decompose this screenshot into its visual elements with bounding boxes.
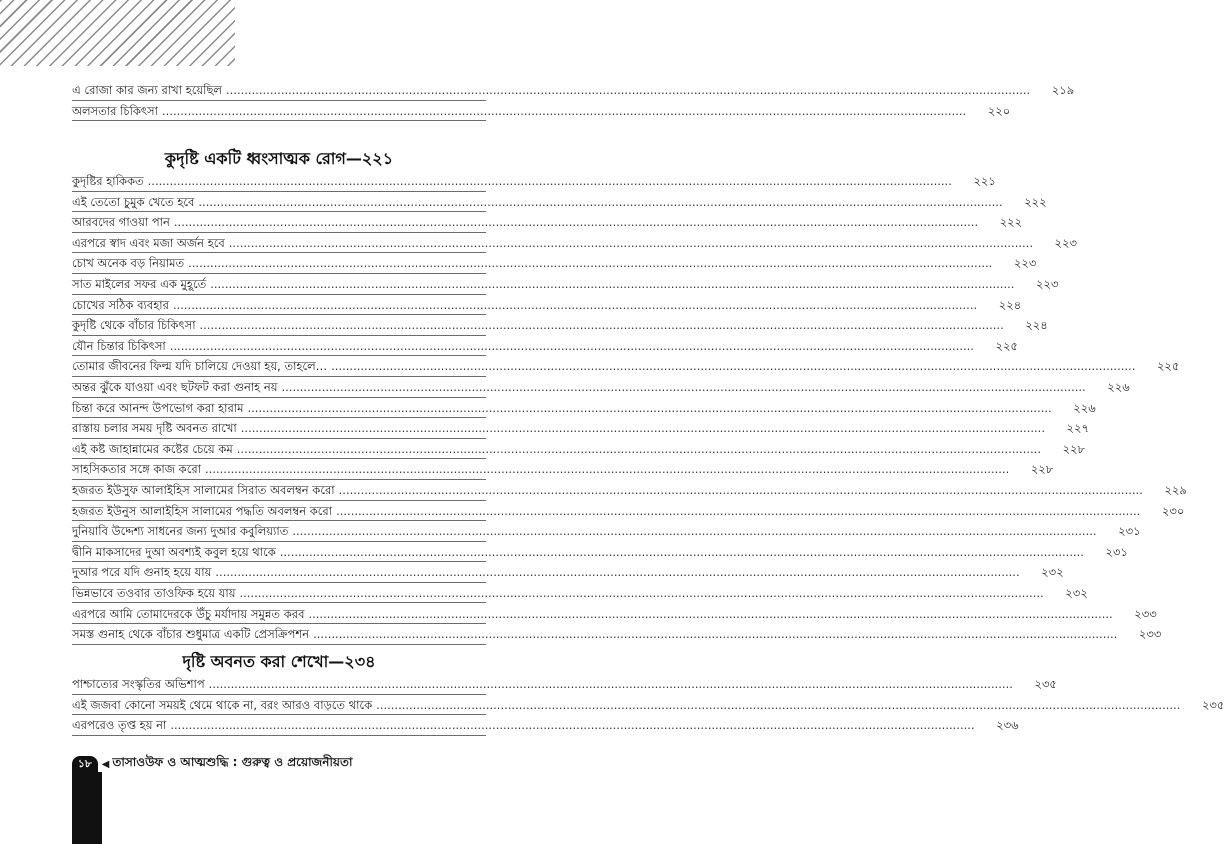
leader-dots: ............................................................................................................................................................................................................................ — [247, 400, 1052, 415]
toc-entry-page: ২৩৫ — [1034, 677, 1057, 692]
toc-entry-title: চোখ অনেক বড় নিয়ামত — [72, 256, 185, 271]
toc-row — [72, 459, 1054, 480]
leader-dots: ............................................................................................................................................................................................................................ — [170, 718, 975, 733]
toc-row — [72, 233, 1077, 254]
leader-dots: ............................................................................................................................................................................................................................ — [225, 83, 1031, 98]
section-heading: দৃষ্টি অবনত করা শেখো—২৩৪ — [182, 652, 376, 671]
section-heading: কুদৃষ্টি একটি ধ্বংসাত্মক রোগ—২২১ — [164, 149, 394, 168]
toc-row — [72, 336, 1018, 357]
leader-dots: ............................................................................................................................................................................................................................ — [279, 544, 1084, 559]
toc-entry-title: এ রোজা কার জন্য রাখা হয়েছিল — [72, 83, 222, 98]
toc-row — [72, 674, 1057, 695]
leader-dots: ............................................................................................................................................................................................................................ — [338, 483, 1143, 497]
toc-section-3 — [72, 674, 1224, 736]
leader-dots: ............................................................................................................................................................................................................................ — [208, 677, 1013, 692]
leader-dots: ............................................................................................................................................................................................................................ — [198, 194, 1003, 209]
toc-row — [72, 603, 1157, 624]
toc-entry-title: অলসতার চিকিৎসা — [72, 103, 158, 118]
leader-dots: ............................................................................................................................................................................................................................ — [173, 215, 979, 230]
toc-entry-title: চোখের সঠিক ব্যবহার — [72, 297, 169, 312]
toc-row — [72, 439, 1085, 460]
toc-row — [72, 171, 996, 192]
leader-dots: ............................................................................................................................................................................................................................ — [331, 359, 1136, 374]
toc-entry-title: সাত মাইলের সফর এক মুহূর্তে — [72, 277, 207, 292]
toc-entry-page: ২৩১ — [1105, 544, 1128, 559]
toc-row — [72, 501, 1185, 522]
toc-entry-title: এই জজবা কোনো সময়ই থেমে থাকে না, বরং আরও বাড়তে থাকে — [72, 697, 373, 712]
leader-dots: ............................................................................................................................................................................................................................ — [376, 697, 1181, 712]
toc-row — [72, 192, 1047, 213]
toc-entry-title: আরবদের গাওয়া পান — [72, 215, 170, 230]
toc-row — [72, 542, 1128, 563]
toc-row — [72, 253, 1037, 274]
toc-entry-page: ২৩৩ — [1134, 606, 1157, 621]
toc-row — [72, 562, 1064, 583]
toc-entry-page: ২৩২ — [1041, 565, 1064, 580]
toc-entry-title: এই কষ্ট জাহান্নামের কষ্টের চেয়ে কম — [72, 441, 233, 456]
toc-entry-page: ২২৪ — [1025, 318, 1048, 333]
toc-row — [72, 695, 1224, 716]
toc-entry-title: কুদৃষ্টি থেকে বাঁচার চিকিৎসা — [72, 318, 196, 333]
toc-entry-title: তোমার জীবনের ফিল্ম যদি চালিয়ে দেওয়া হয়, তাহলে… — [72, 359, 328, 374]
toc-entry-page: ২৩৫ — [1201, 697, 1224, 712]
toc-row — [72, 624, 1162, 645]
toc-entry-page: ২২৩ — [1013, 256, 1037, 271]
toc-entry-title: অন্তর ঝুঁকে যাওয়া এবং ছটফট করা গুনাহ নয় — [72, 380, 278, 395]
toc-section-1 — [72, 80, 1075, 121]
toc-entry-page: ২২৬ — [1073, 400, 1096, 415]
toc-entry-page: ২৩০ — [1161, 503, 1185, 518]
toc-entry-page: ২২৫ — [1156, 359, 1180, 374]
toc-row — [72, 583, 1088, 604]
toc-entry-title: চিন্তা করে আনন্দ উপভোগ করা হারাম — [72, 400, 244, 415]
toc-entry-page: ২২৩ — [1054, 235, 1077, 250]
toc-row — [72, 101, 1011, 122]
toc-row — [72, 480, 1187, 501]
toc-entry-title: সমস্ত গুনাহ থেকে বাঁচার শুধুমাত্র একটি প্রেসক্রিপশন — [72, 627, 310, 642]
book-title: তাসাওউফ ও আত্মশুদ্ধি : গুরুত্ব ও প্রয়োজনীয়তা — [112, 755, 353, 769]
leader-dots: ............................................................................................................................................................................................................................ — [308, 606, 1113, 621]
toc-entry-page: ২৩২ — [1065, 585, 1088, 600]
toc-row — [72, 521, 1141, 542]
toc-entry-page: ২৩১ — [1118, 524, 1141, 539]
leader-dots: ............................................................................................................................................................................................................................ — [228, 235, 1033, 250]
leader-dots: ............................................................................................................................................................................................................................ — [188, 256, 993, 271]
toc-row — [72, 80, 1075, 101]
toc-section-2 — [72, 171, 1187, 645]
toc-entry-page: ২২০ — [987, 103, 1011, 118]
leader-dots: ............................................................................................................................................................................................................................ — [169, 338, 974, 353]
toc-row — [72, 295, 1022, 316]
footer-black-bar — [72, 772, 102, 844]
toc-entry-page: ২২৪ — [998, 297, 1022, 312]
leader-dots: ............................................................................................................................................................................................................................ — [292, 524, 1097, 539]
toc-row — [72, 274, 1059, 295]
leader-dots: ............................................................................................................................................................................................................................ — [313, 627, 1118, 642]
toc-entry-page: ২৩৬ — [996, 718, 1019, 733]
toc-entry-title: দুআর পরে যদি গুনাহ হয়ে যায় — [72, 565, 212, 580]
leader-dots: ............................................................................................................................................................................................................................ — [147, 174, 952, 189]
toc-entry-title: যৌন চিন্তার চিকিৎসা — [72, 338, 166, 353]
toc-entry-title: রাস্তায় চলার সময় দৃষ্টি অবনত রাখো — [72, 421, 237, 436]
toc-entry-title: দুনিয়াবি উদ্দেশ্য সাধনের জন্য দুআর কবুলিয়্যাত — [72, 524, 289, 539]
corner-hatch-decoration — [0, 0, 235, 66]
toc-entry-page: ২৩৩ — [1138, 627, 1162, 642]
toc-row — [72, 315, 1048, 336]
leader-dots: ............................................................................................................................................................................................................................ — [281, 380, 1086, 395]
toc-entry-title: এরপরেও তৃপ্ত হয় না — [72, 718, 167, 733]
leader-dots: ............................................................................................................................................................................................................................ — [205, 462, 1010, 477]
leader-dots: ............................................................................................................................................................................................................................ — [172, 297, 978, 312]
leader-dots: ............................................................................................................................................................................................................................ — [236, 441, 1041, 456]
toc-entry-title: সাহসিকতার সঙ্গে কাজ করো — [72, 462, 202, 477]
toc-entry-page: ২২৫ — [995, 338, 1018, 353]
toc-entry-page: ২১৯ — [1051, 83, 1075, 98]
toc-entry-title: ভিন্নভাবে তওবার তাওফিক হয়ে যায় — [72, 585, 236, 600]
toc-row — [72, 715, 1019, 736]
toc-row — [72, 356, 1180, 377]
toc-entry-title: পাশ্চাত্যের সংস্কৃতির অভিশাপ — [72, 677, 205, 692]
triangle-left-icon: ◀ — [101, 758, 110, 770]
toc-entry-page: ২২১ — [973, 174, 996, 189]
toc-entry-page: ২২৬ — [1107, 380, 1130, 395]
toc-row — [72, 418, 1089, 439]
leader-dots: ............................................................................................................................................................................................................................ — [336, 503, 1141, 518]
toc-row — [72, 212, 1023, 233]
toc-entry-title: দ্বীনি মাকসাদের দুআ অবশ্যই কবুল হয়ে থাকে — [72, 544, 276, 559]
toc-entry-title: এই তেতো চুমুক খেতে হবে — [72, 194, 195, 209]
toc-entry-page: ২২৮ — [1062, 441, 1085, 456]
toc-row — [72, 398, 1096, 419]
page-number: ১৮ — [72, 756, 98, 772]
toc-entry-page: ২২২ — [1024, 194, 1047, 209]
leader-dots: ............................................................................................................................................................................................................................ — [215, 565, 1020, 580]
toc-entry-page: ২২২ — [999, 215, 1023, 230]
toc-entry-title: হজরত ইউসুফ আলাইহিস সালামের সিরাত অবলম্বন করো — [72, 483, 335, 497]
leader-dots: ............................................................................................................................................................................................................................ — [239, 585, 1044, 600]
toc-entry-title: এরপরে স্বাদ এবং মজা অর্জন হবে — [72, 235, 225, 250]
leader-dots: ............................................................................................................................................................................................................................ — [210, 277, 1015, 292]
toc-entry-title: কুদৃষ্টির হাকিকত — [72, 174, 144, 189]
leader-dots: ............................................................................................................................................................................................................................ — [240, 421, 1045, 436]
toc-entry-title: এরপরে আমি তোমাদেরকে উঁচু মর্যাদায় সমুন্নত করব — [72, 606, 305, 621]
page-footer — [72, 754, 556, 774]
toc-entry-page: ২২৭ — [1066, 421, 1089, 436]
toc-entry-title: হজরত ইউনুস আলাইহিস সালামের পদ্ধতি অবলম্বন করো — [72, 503, 333, 518]
toc-row — [72, 377, 1130, 398]
toc-entry-page: ২২৩ — [1035, 277, 1059, 292]
leader-dots: ............................................................................................................................................................................................................................ — [161, 103, 967, 118]
toc-entry-page: ২২৮ — [1030, 462, 1054, 477]
leader-dots: ............................................................................................................................................................................................................................ — [199, 318, 1004, 333]
toc-entry-page: ২২৯ — [1164, 483, 1187, 497]
